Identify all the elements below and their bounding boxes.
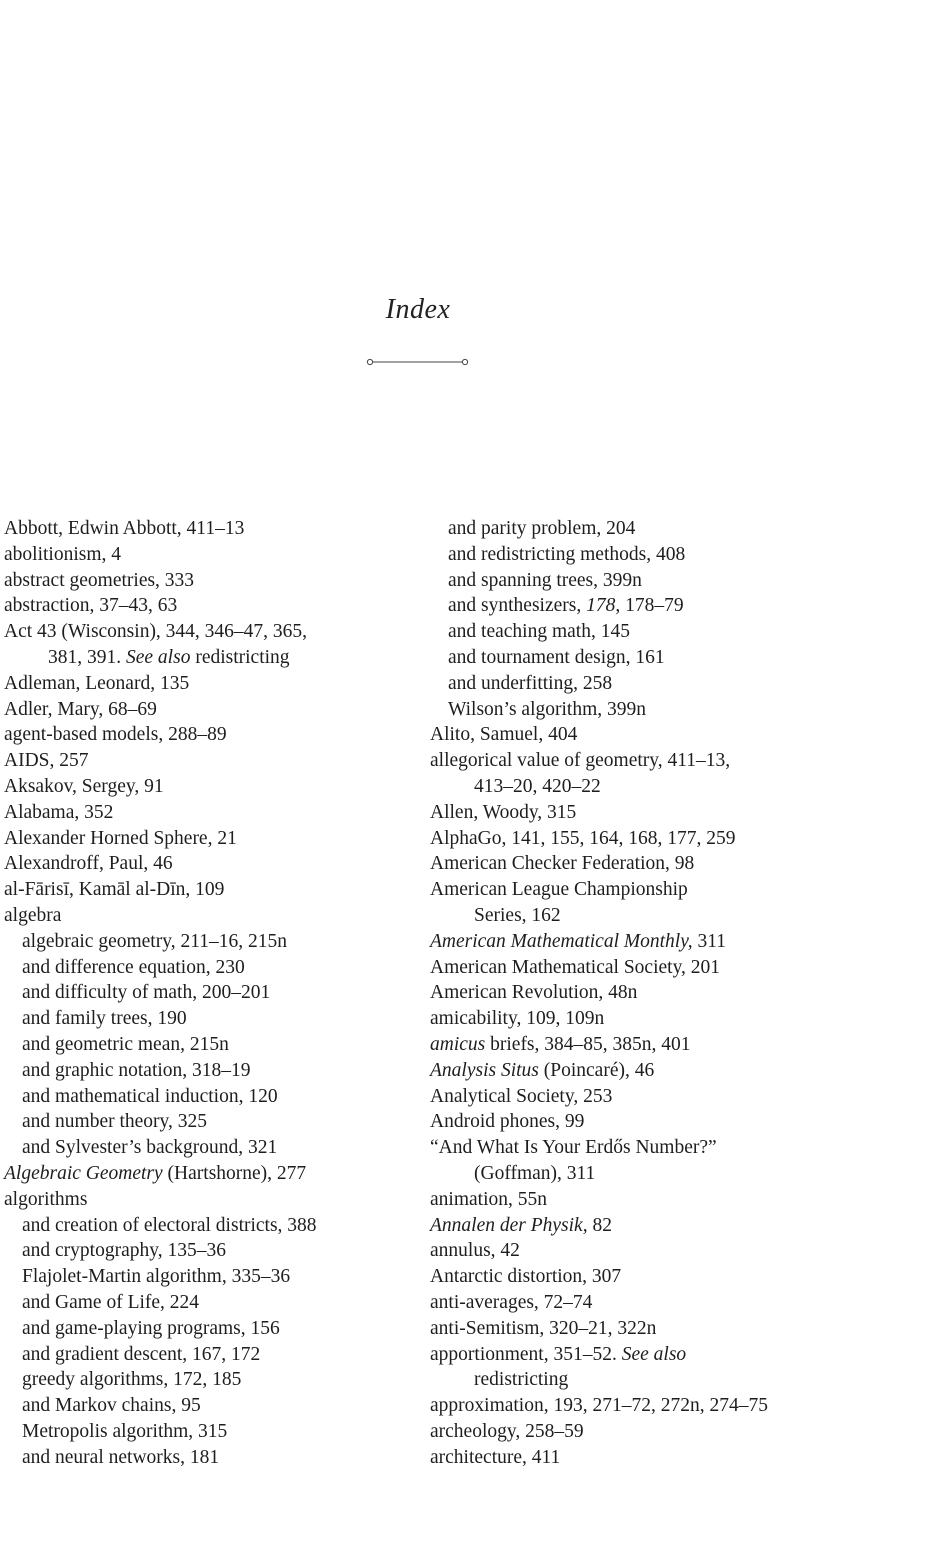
- index-subentry: [430, 619, 768, 645]
- index-entry-text: “And What Is Your Erdős Number?”: [430, 1137, 717, 1159]
- index-entry: [4, 903, 317, 929]
- index-entry-italic-text: See also: [126, 646, 191, 668]
- index-entry-italic-text: American Mathematical Monthly,: [430, 930, 693, 952]
- index-entry-continuation: [430, 774, 768, 800]
- index-entry-text: and parity problem, 204: [448, 518, 636, 539]
- title-ornament: [366, 356, 470, 368]
- index-entry-text: al-Fārisī, Kamāl al-Dīn, 109: [4, 879, 225, 901]
- index-entry-text: amicability, 109, 109n: [430, 1008, 605, 1030]
- index-entry: [430, 1290, 768, 1316]
- index-entry-text: Alito, Samuel, 404: [430, 724, 578, 746]
- index-entry: [430, 929, 768, 955]
- index-entry-continuation: [430, 903, 768, 929]
- index-entry: [430, 1084, 768, 1110]
- index-entry: [430, 826, 768, 852]
- index-entry: [4, 774, 317, 800]
- index-entry-italic-text: 178: [586, 595, 616, 617]
- index-entry: [4, 851, 317, 877]
- index-entry: [4, 542, 317, 568]
- index-subentry: [430, 697, 768, 723]
- index-entry: [4, 697, 317, 723]
- index-subentry: [4, 1393, 317, 1419]
- index-entry-text: allegorical value of geometry, 411–13,: [430, 750, 731, 772]
- index-entry-italic-text: Algebraic Geometry: [4, 1162, 163, 1184]
- index-entry-text: Alexander Horned Sphere, 21: [4, 827, 237, 849]
- index-entry: [4, 877, 317, 903]
- index-entry-text: approximation, 193, 271–72, 272n, 274–75: [430, 1395, 768, 1417]
- index-entry-text: American Checker Federation, 98: [430, 853, 695, 875]
- index-entry-text: and creation of electoral districts, 388: [22, 1214, 317, 1236]
- index-subentry: [4, 1058, 317, 1084]
- index-entry-text: annulus, 42: [430, 1240, 520, 1262]
- index-entry-text: , 178–79: [615, 595, 684, 617]
- index-entry-text: American League Championship: [430, 879, 688, 901]
- index-entry: [430, 1445, 768, 1471]
- index-entry-text: and synthesizers,: [448, 595, 587, 617]
- index-entry-text: briefs, 384–85, 385n, 401: [485, 1033, 691, 1055]
- index-entry: [430, 1058, 768, 1084]
- index-entry: [430, 1032, 768, 1058]
- index-entry: [4, 1161, 317, 1187]
- index-column-right: [430, 516, 768, 1470]
- index-entry-text: algebraic geometry, 211–16, 215n: [22, 930, 287, 952]
- index-entry-text: and cryptography, 135–36: [22, 1240, 226, 1262]
- index-entry-text: Series, 162: [474, 904, 561, 926]
- index-subentry: [4, 955, 317, 981]
- index-entry: [4, 1187, 317, 1213]
- index-subentry: [4, 1238, 317, 1264]
- index-subentry: [4, 1367, 317, 1393]
- index-entry-text: American Revolution, 48n: [430, 982, 638, 1004]
- index-subentry: [430, 542, 768, 568]
- index-entry-text: Alexandroff, Paul, 46: [4, 853, 173, 875]
- index-subentry: [4, 1264, 317, 1290]
- index-entry-continuation: [430, 1161, 768, 1187]
- index-entry: [430, 1135, 768, 1161]
- index-entry-text: and difficulty of math, 200–201: [22, 982, 271, 1004]
- index-entry-text: animation, 55n: [430, 1188, 547, 1210]
- index-entry: [4, 619, 317, 645]
- index-subentry: [430, 593, 768, 619]
- index-entry: [430, 1419, 768, 1445]
- index-entry: [430, 851, 768, 877]
- index-entry-text: anti-Semitism, 320–21, 322n: [430, 1317, 657, 1339]
- index-entry-text: and number theory, 325: [22, 1111, 208, 1133]
- index-entry-text: Alabama, 352: [4, 801, 114, 823]
- index-entry-text: Flajolet-Martin algorithm, 335–36: [22, 1266, 291, 1288]
- index-entry-text: Analytical Society, 253: [430, 1085, 613, 1107]
- index-entry-text: AlphaGo, 141, 155, 164, 168, 177, 259: [430, 827, 736, 849]
- index-entry-text: Metropolis algorithm, 315: [22, 1420, 228, 1442]
- index-entry-text: (Poincaré), 46: [538, 1059, 655, 1081]
- index-entry-continuation: [430, 1367, 768, 1393]
- index-entry-continuation: [4, 645, 317, 671]
- index-entry-text: abolitionism, 4: [4, 543, 121, 565]
- index-entry-text: Adler, Mary, 68–69: [4, 698, 157, 720]
- index-entry-text: archeology, 258–59: [430, 1420, 584, 1442]
- index-entry-text: algorithms: [4, 1188, 88, 1210]
- index-entry-text: and Markov chains, 95: [22, 1395, 201, 1417]
- index-entry-text: and Sylvester’s background, 321: [22, 1137, 278, 1159]
- index-entry-text: Wilson’s algorithm, 399n: [448, 698, 646, 720]
- index-entry-text: Antarctic distortion, 307: [430, 1266, 622, 1288]
- index-entry-text: and geometric mean, 215n: [22, 1033, 229, 1055]
- index-entry: [430, 877, 768, 903]
- index-entry-text: abstraction, 37–43, 63: [4, 595, 178, 617]
- index-entry: [430, 1109, 768, 1135]
- index-entry: [4, 671, 317, 697]
- index-entry-text: Abbott, Edwin Abbott, 411–13: [4, 518, 245, 539]
- index-entry-text: and teaching math, 145: [448, 621, 630, 643]
- index-entry-text: abstract geometries, 333: [4, 569, 195, 591]
- index-entry: [430, 1264, 768, 1290]
- index-entry-text: and redistricting methods, 408: [448, 543, 686, 565]
- index-entry-text: Aksakov, Sergey, 91: [4, 775, 164, 797]
- index-entry-italic-text: Analysis Situs: [430, 1059, 539, 1081]
- index-subentry: [4, 1006, 317, 1032]
- index-entry-text: apportionment, 351–52.: [430, 1343, 622, 1365]
- index-entry-text: and gradient descent, 167, 172: [22, 1343, 261, 1365]
- index-subentry: [4, 1445, 317, 1471]
- index-entry-text: anti-averages, 72–74: [430, 1291, 593, 1313]
- index-entry: [4, 722, 317, 748]
- index-subentry: [4, 1419, 317, 1445]
- index-entry: [430, 1393, 768, 1419]
- index-entry-text: (Hartshorne), 277: [162, 1162, 307, 1184]
- index-entry-text: 381, 391.: [48, 646, 126, 668]
- index-entry-text: 413–20, 420–22: [474, 775, 601, 797]
- index-entry-italic-text: See also: [621, 1343, 687, 1365]
- index-entry-text: architecture, 411: [430, 1446, 561, 1468]
- index-entry-text: and Game of Life, 224: [22, 1291, 200, 1313]
- index-entry-text: and tournament design, 161: [448, 646, 665, 668]
- index-subentry: [4, 1109, 317, 1135]
- index-subentry: [4, 1342, 317, 1368]
- index-entry-italic-text: Annalen der Physik,: [430, 1214, 588, 1236]
- index-entry-text: redistricting: [474, 1369, 569, 1391]
- index-entry-text: American Mathematical Society, 201: [430, 956, 721, 978]
- index-entry-text: and family trees, 190: [22, 1008, 187, 1030]
- index-subentry: [430, 671, 768, 697]
- index-entry: [430, 1006, 768, 1032]
- index-entry-text: Allen, Woody, 315: [430, 801, 577, 823]
- index-entry: [430, 1342, 768, 1368]
- index-entry: [4, 568, 317, 594]
- index-entry-text: Android phones, 99: [430, 1111, 585, 1133]
- index-subentry: [4, 1032, 317, 1058]
- index-entry: [430, 722, 768, 748]
- index-entry: [430, 1238, 768, 1264]
- index-subentry: [430, 645, 768, 671]
- index-entry-text: and underfitting, 258: [448, 672, 613, 694]
- index-subentry: [4, 1213, 317, 1239]
- index-entry-text: and graphic notation, 318–19: [22, 1059, 251, 1081]
- index-entry: [430, 1213, 768, 1239]
- page-title: Index: [385, 294, 451, 325]
- index-entry-text: 311: [692, 930, 727, 952]
- index-column-left: [4, 516, 317, 1470]
- index-entry: [4, 748, 317, 774]
- index-subentry: [430, 568, 768, 594]
- index-entry: [430, 980, 768, 1006]
- index-entry-text: agent-based models, 288–89: [4, 724, 227, 746]
- index-subentry: [4, 1290, 317, 1316]
- index-subentry: [4, 929, 317, 955]
- index-entry: [430, 1316, 768, 1342]
- index-subentry: [4, 980, 317, 1006]
- index-entry: [430, 1187, 768, 1213]
- index-entry: [430, 748, 768, 774]
- index-entry: [4, 593, 317, 619]
- index-entry-text: (Goffman), 311: [474, 1162, 596, 1184]
- index-entry-italic-text: amicus: [430, 1033, 486, 1055]
- index-entry-text: and difference equation, 230: [22, 956, 245, 978]
- index-entry-text: and game-playing programs, 156: [22, 1317, 280, 1339]
- index-entry: [4, 800, 317, 826]
- index-entry: [4, 826, 317, 852]
- index-subentry: [4, 1084, 317, 1110]
- index-entry-text: 82: [587, 1214, 612, 1236]
- index-entry-text: Act 43 (Wisconsin), 344, 346–47, 365,: [4, 621, 308, 643]
- index-entry-text: algebra: [4, 904, 62, 926]
- index-entry-text: greedy algorithms, 172, 185: [22, 1369, 242, 1391]
- index-entry: [4, 516, 317, 542]
- index-subentry: [4, 1135, 317, 1161]
- index-entry-text: and mathematical induction, 120: [22, 1085, 278, 1107]
- index-entry-text: AIDS, 257: [4, 750, 89, 772]
- index-subentry: [4, 1316, 317, 1342]
- index-entry: [430, 800, 768, 826]
- index-entry-text: redistricting: [190, 646, 290, 668]
- index-subentry: [430, 516, 768, 542]
- index-entry: [430, 955, 768, 981]
- index-entry-text: and spanning trees, 399n: [448, 569, 642, 591]
- index-entry-text: Adleman, Leonard, 135: [4, 672, 190, 694]
- index-entry-text: and neural networks, 181: [22, 1446, 220, 1468]
